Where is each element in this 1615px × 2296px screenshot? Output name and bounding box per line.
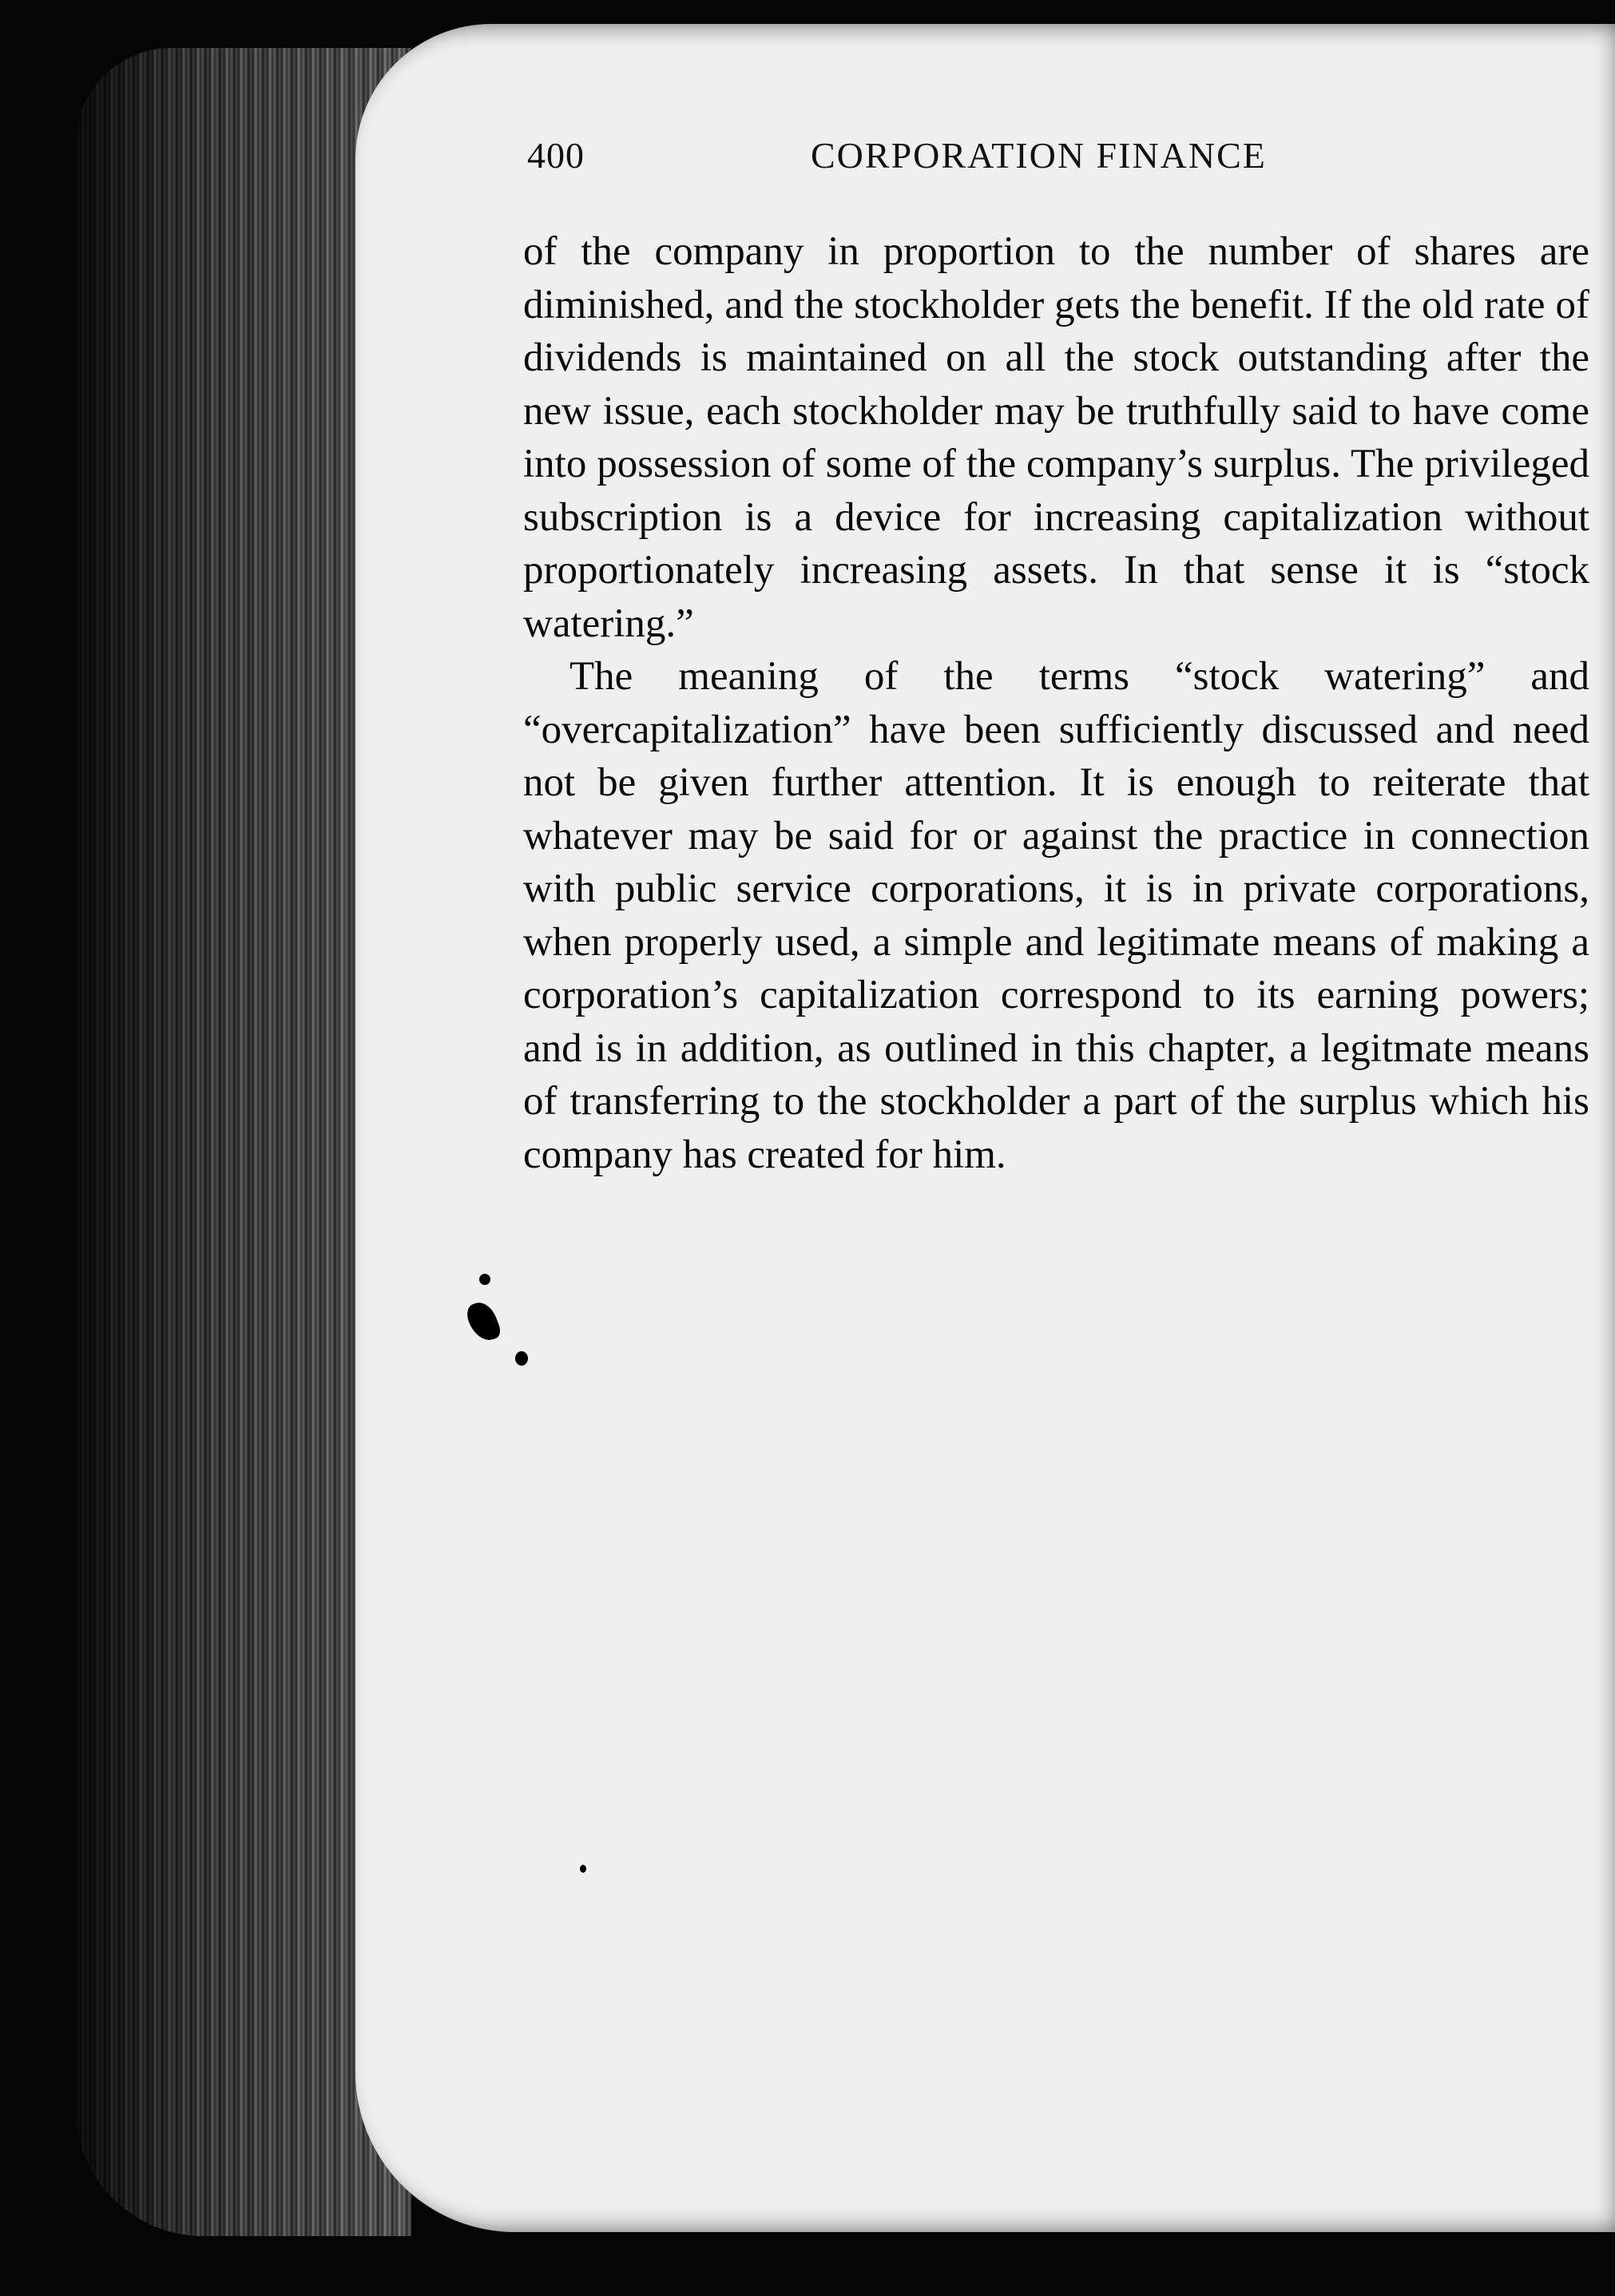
body-text: [523, 225, 1589, 1181]
running-title: CORPORATION FINANCE: [811, 135, 1267, 176]
ink-speck: [580, 1865, 586, 1873]
paragraph-1: of the company in proportion to the number of shares are diminished, and the stockholder gets the benefit. If the old rate of dividends is maintained on all the stock outstanding after the new issue, each stockholder may be truthfully said to have come into possession of some of the company’s surplus. The privileged subscription is a device for increasing capitalization without proportionately increasing assets. In that sense it is “stock watering.”: [523, 229, 1589, 646]
ink-speck: [515, 1351, 528, 1366]
paragraph-2: The meaning of the terms “stock watering” and “overcapitalization” have been sufficiently discussed and need not be given further attention. It is enough to reiterate that whatever may be said for or against the practice in connection with public service corporations, it is in private corporations, when properly used, a simple and legitimate means of making a corporation’s capitalization correspond to its earning powers; and is in addition, as outlined in this chapter, a legitmate means of transferring to the stockholder a part of the surplus which his company has created for him.: [523, 654, 1589, 1177]
ink-speck: [479, 1274, 490, 1285]
page-number: 400: [527, 135, 585, 176]
